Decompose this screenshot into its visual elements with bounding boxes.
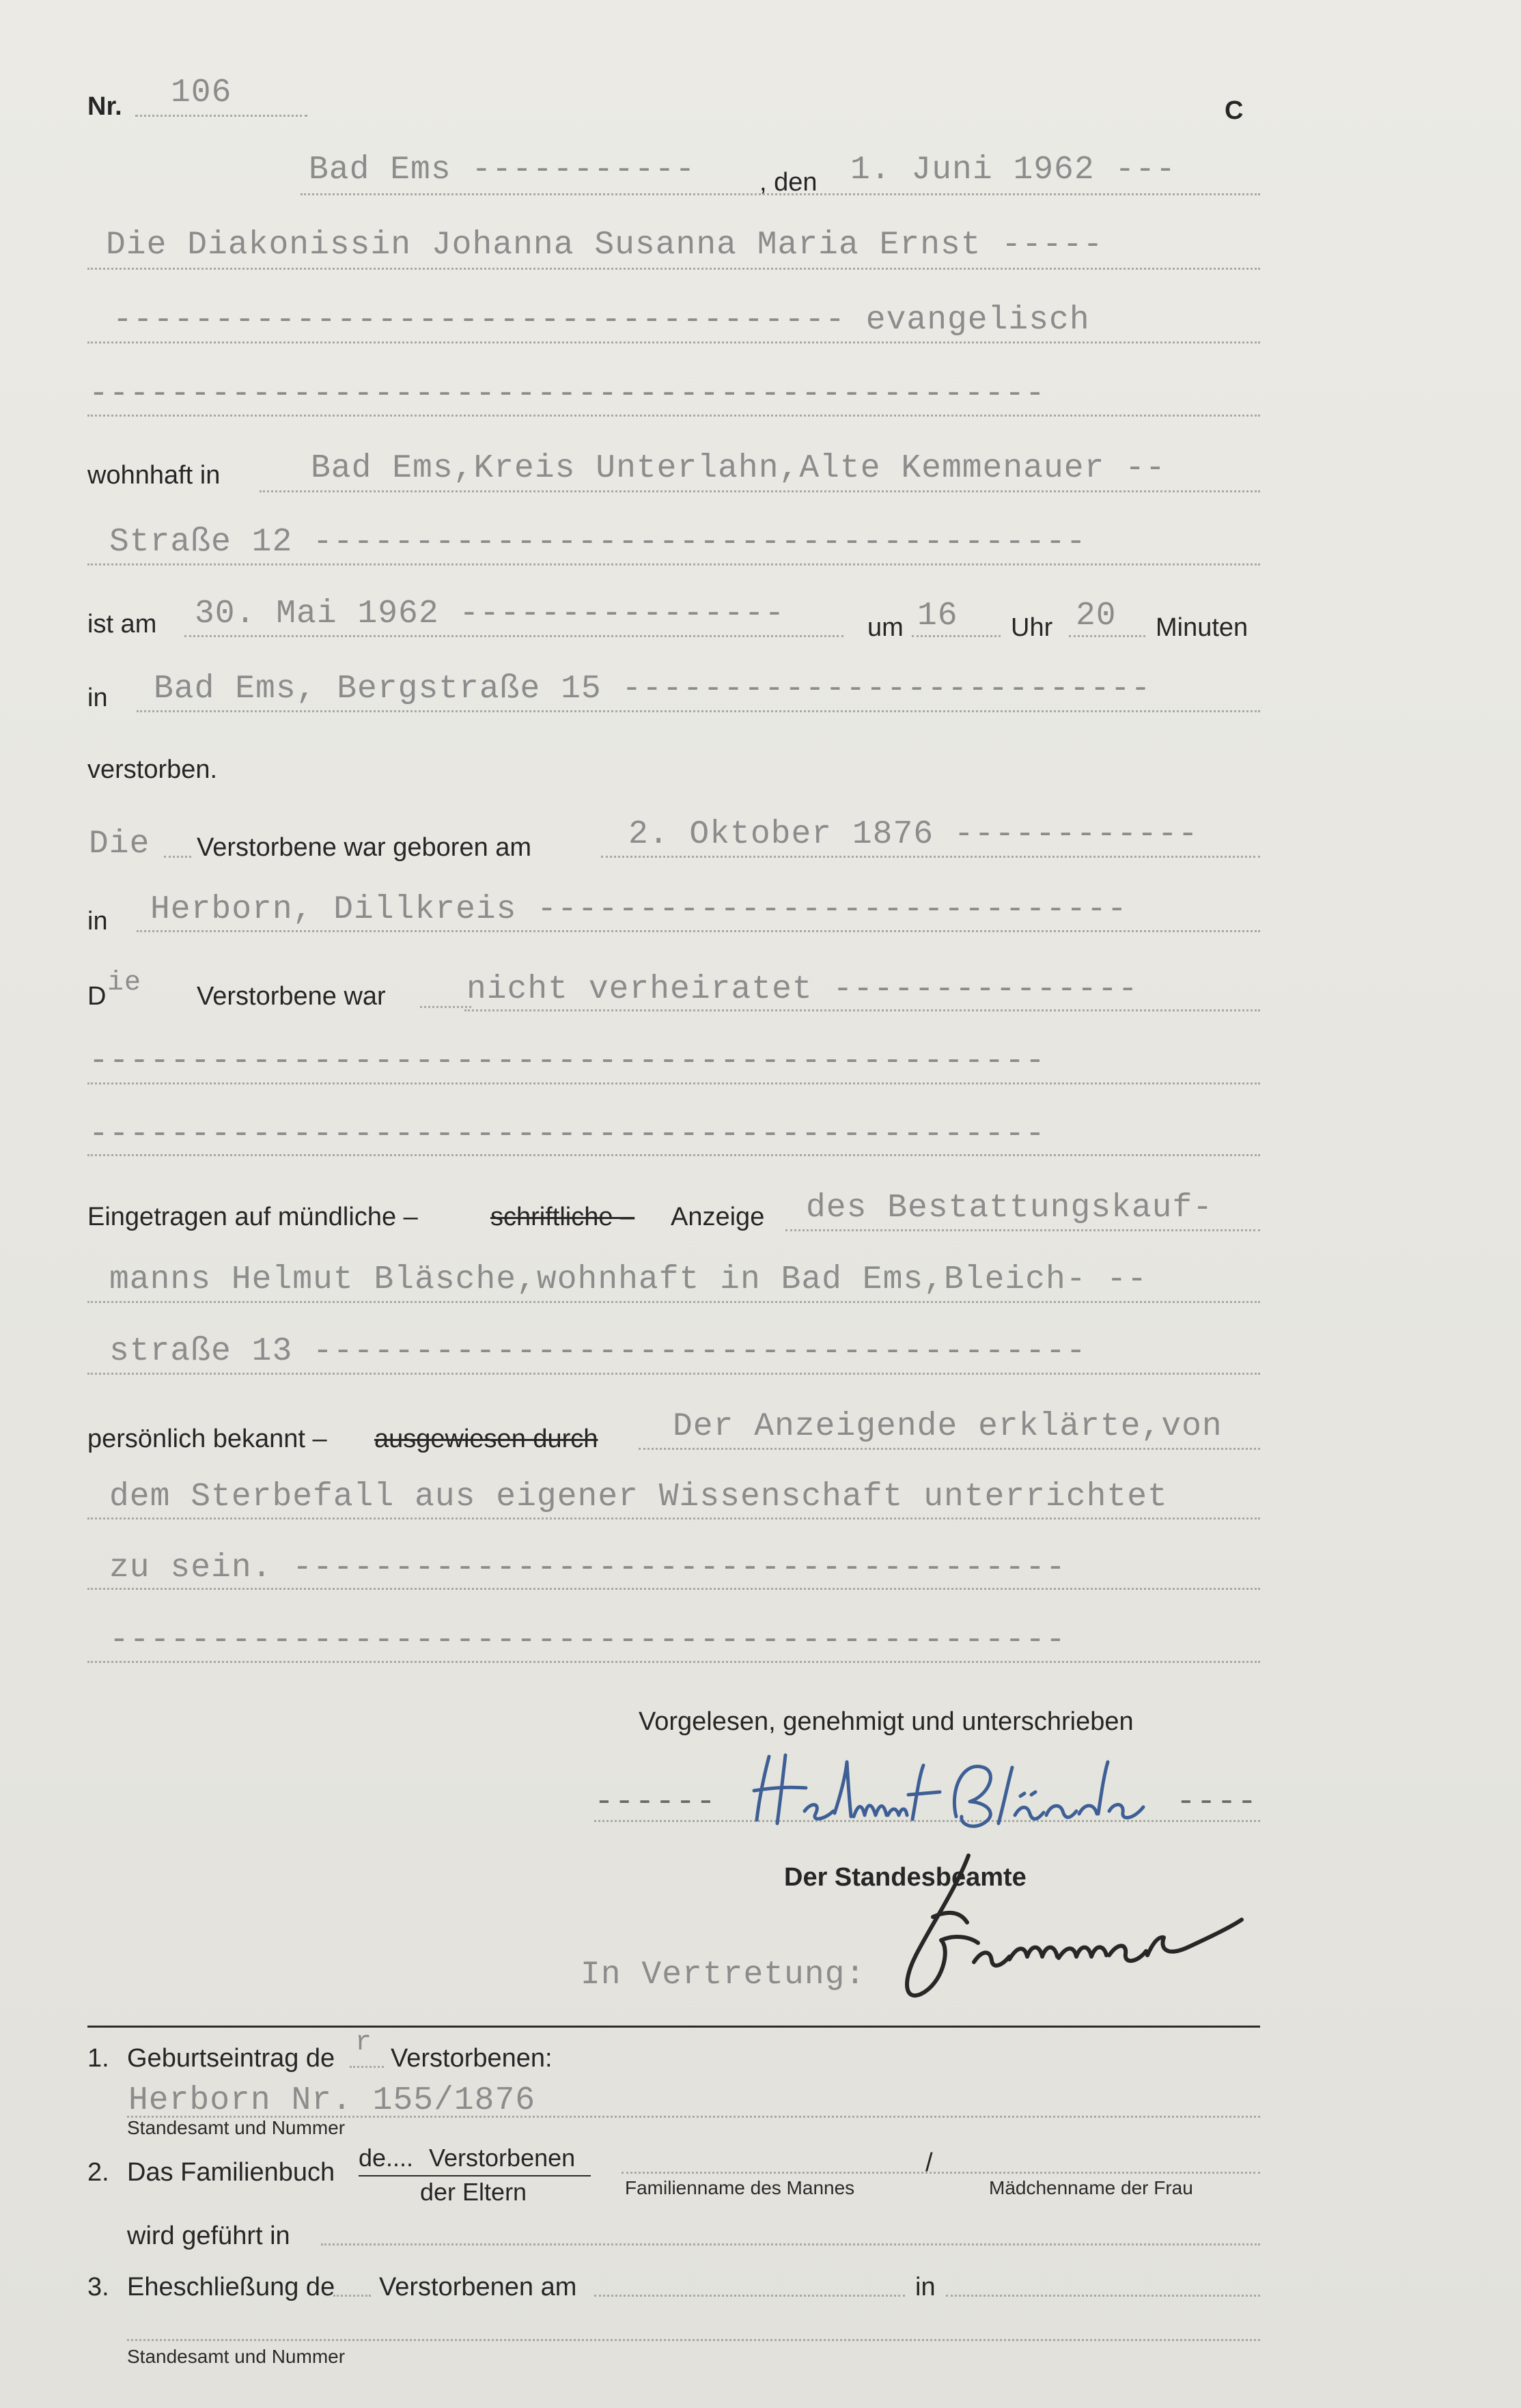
marital-dotted-line — [464, 1009, 1260, 1011]
death-place-dotted-line — [137, 710, 1260, 712]
maedchenname-frau-label: Mädchenname der Frau — [989, 2177, 1193, 2198]
standesamt-nummer-label-2: Standesamt und Nummer — [127, 2346, 346, 2367]
footnote-1-number: 1. — [87, 2044, 109, 2073]
religion-line: ------------------------------------ evangelisch — [113, 302, 1090, 339]
signature-dash-right: ---- — [1176, 1784, 1258, 1821]
death-place: Bad Ems, Bergstraße 15 -------------------------- — [154, 671, 1152, 708]
den-label: , den — [759, 168, 818, 197]
verstorben-label: verstorben. — [87, 755, 218, 784]
residence-line-1: Bad Ems,Kreis Unterlahn,Alte Kemmenauer -- — [311, 450, 1166, 487]
registration-place: Bad Ems ----------- — [309, 152, 696, 188]
signature-dash-left: ------ — [594, 1784, 716, 1821]
name-dotted-line — [87, 268, 1260, 270]
verstorbenen-colon-label: Verstorbenen: — [391, 2044, 553, 2073]
residence-dotted-line-2 — [87, 563, 1260, 565]
verstorbenen-option: Verstorbenen — [429, 2144, 576, 2172]
death-date: 30. Mai 1962 ---------------- — [195, 596, 785, 632]
birth-date: 2. Oktober 1876 ------------ — [628, 816, 1199, 853]
hour-dotted-line — [912, 635, 1001, 637]
statement-dotted-line-1 — [639, 1448, 1260, 1450]
birth-place-dotted-line — [137, 930, 1260, 932]
informant-signature — [744, 1748, 1168, 1840]
eheschliessung-label: Eheschließung de — [127, 2273, 335, 2301]
uhr-label: Uhr — [1011, 613, 1053, 642]
death-minutes: 20 — [1076, 598, 1117, 634]
nr-dotted-line — [135, 115, 307, 117]
der-eltern-option: der Eltern — [420, 2178, 527, 2206]
marriage-registry-dotted-line — [127, 2339, 1260, 2341]
birth-date-dotted-line — [601, 856, 1260, 858]
geburtseintrag-label: Geburtseintrag de — [127, 2044, 335, 2073]
footnote-2-number: 2. — [87, 2158, 109, 2187]
vertretung-label: In Vertretung: — [581, 1957, 866, 1993]
ausgewiesen-struck: ausgewiesen durch — [374, 1425, 598, 1453]
marital-prefix-d: D — [87, 982, 107, 1011]
nr-label: Nr. — [87, 92, 122, 121]
bekannt-label: persönlich bekannt – — [87, 1425, 327, 1453]
register-number: 106 — [171, 74, 232, 111]
informant-line-2: manns Helmut Bläsche,wohnhaft in Bad Ems,Bleich- -- — [109, 1261, 1148, 1298]
birth-die-prefix: Die — [89, 826, 150, 863]
informant-dotted-line-2 — [87, 1301, 1260, 1303]
read-approved-label: Vorgelesen, genehmigt und unterschrieben — [639, 1707, 1134, 1736]
marital-status: nicht verheiratet --------------- — [466, 971, 1139, 1008]
informant-line-1: des Bestattungskauf- — [806, 1190, 1214, 1227]
informant-dotted-line-3 — [87, 1373, 1260, 1375]
marriage-date-dotted-line — [594, 2295, 905, 2297]
corner-mark: C — [1225, 96, 1244, 125]
marriage-place-dotted-line — [946, 2295, 1260, 2297]
minuten-label: Minuten — [1156, 613, 1248, 642]
section-divider — [87, 2026, 1260, 2028]
registrar-label: Der Standesbeamte — [784, 1863, 1027, 1892]
death-in-label: in — [87, 684, 108, 712]
death-date-dotted-line — [184, 635, 843, 637]
statement-dotted-line-2 — [87, 1517, 1260, 1520]
eheschliessung-dots — [333, 2295, 371, 2297]
religion-dotted-line — [87, 341, 1260, 344]
marriage-in-label: in — [915, 2273, 936, 2301]
blank-dotted-line — [87, 415, 1260, 417]
informant-dotted-line-1 — [785, 1229, 1260, 1231]
schriftliche-struck: schriftliche – — [490, 1203, 635, 1231]
marital-blank-1: ----------------------------------------------- — [89, 1043, 1046, 1080]
marital-label: Verstorbene war — [197, 982, 386, 1011]
residence-dotted-line-1 — [260, 490, 1260, 492]
statement-line-1: Der Anzeigende erklärte,von — [673, 1408, 1223, 1445]
um-label: um — [867, 613, 904, 642]
statement-dotted-line-4 — [87, 1661, 1260, 1663]
r-mark-dots — [350, 2066, 384, 2068]
anzeige-label: Anzeige — [671, 1203, 765, 1231]
informant-line-3: straße 13 -------------------------------------- — [109, 1333, 1087, 1370]
deceased-name-line: Die Diakonissin Johanna Susanna Maria Ernst ----- — [106, 227, 1104, 264]
marital-label-dots — [420, 1006, 471, 1008]
birth-prefix-dots — [164, 856, 191, 858]
minutes-dotted-line — [1069, 635, 1145, 637]
statement-dotted-line-3 — [87, 1588, 1260, 1590]
registration-date: 1. Juni 1962 --- — [850, 152, 1176, 188]
birth-in-label: in — [87, 907, 108, 936]
wohnhaft-label: wohnhaft in — [87, 461, 221, 490]
ist-am-label: ist am — [87, 610, 157, 639]
marital-dotted-line-3 — [87, 1154, 1260, 1156]
verstorbenen-am-label: Verstorbenen am — [379, 2273, 577, 2301]
blank-fill-line: ----------------------------------------------- — [89, 376, 1046, 412]
marital-dotted-line-2 — [87, 1082, 1260, 1084]
familienbuch-names-dotted-line — [622, 2172, 1260, 2174]
marital-blank-2: ----------------------------------------------- — [89, 1116, 1046, 1153]
statement-line-3: zu sein. -------------------------------------- — [109, 1550, 1066, 1586]
footnote-3-number: 3. — [87, 2273, 109, 2301]
death-hour: 16 — [917, 598, 958, 634]
fraction-line — [359, 2175, 591, 2176]
name-slash: / — [925, 2148, 933, 2177]
birth-label: Verstorbene war geboren am — [197, 833, 532, 862]
wird-gefuehrt-label: wird geführt in — [127, 2222, 290, 2250]
date-dotted-line — [301, 193, 1260, 195]
eingetragen-label: Eingetragen auf mündliche – — [87, 1203, 418, 1231]
residence-line-2: Straße 12 -------------------------------------- — [109, 524, 1087, 561]
r-mark: r — [355, 2028, 373, 2058]
statement-line-4: ----------------------------------------------- — [109, 1622, 1066, 1659]
wird-gefuehrt-dotted-line — [321, 2243, 1260, 2245]
birth-place: Herborn, Dillkreis ----------------------------- — [150, 891, 1128, 928]
de-dots-label: de.... — [359, 2144, 414, 2172]
marital-prefix-ie: ie — [107, 968, 142, 998]
familienbuch-label: Das Familienbuch — [127, 2158, 335, 2187]
birth-registry-entry: Herborn Nr. 155/1876 — [128, 2082, 536, 2119]
standesamt-nummer-label-1: Standesamt und Nummer — [127, 2117, 346, 2138]
familienname-mannes-label: Familienname des Mannes — [625, 2177, 855, 2198]
statement-line-2: dem Sterbefall aus eigener Wissenschaft unterrichtet — [109, 1479, 1168, 1515]
registrar-signature — [888, 1847, 1246, 2008]
